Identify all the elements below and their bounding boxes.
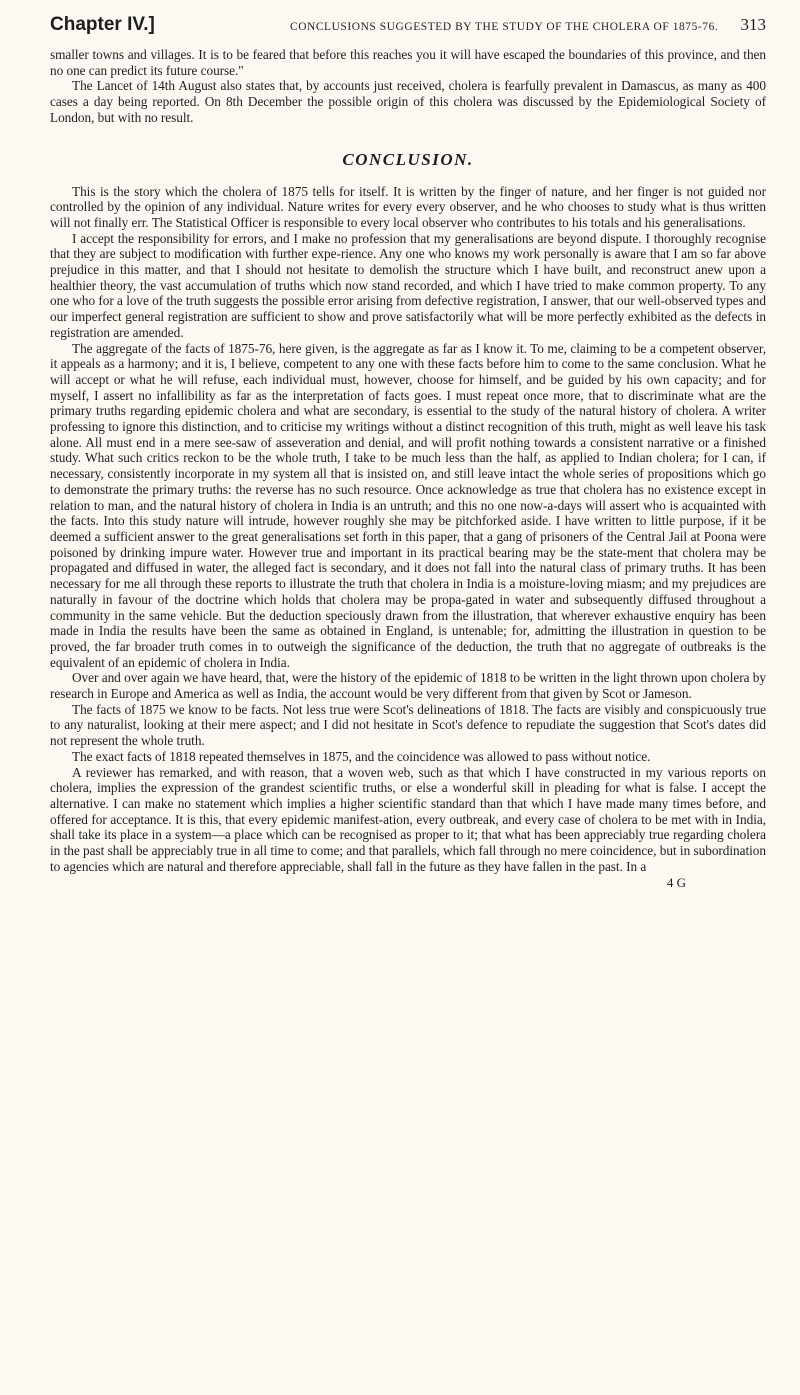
page-body [50, 47, 766, 891]
paragraph: smaller towns and villages. It is to be feared that before this reaches you it will have escaped the boundaries of this province, and then no one can predict its future course." [50, 47, 766, 78]
paragraph: A reviewer has remarked, and with reason, that a woven web, such as that which I have constructed in my various reports on cholera, implies the expression of the grandest scientific truths, or else a wonderful skill in pleading for what is false. I accept the alternative. I can make no statement which implies a higher scientific standard than that which I have made many times before, and offered for acceptance. It is this, that every epidemic manifest-ation, every outbreak, and every case of cholera to be met with in India, shall take its place in a system—a place which can be recognised as proper to it; that what has been appreciably true regarding cholera in the past shall be appreciably true in all time to come; and that parallels, which fall through no mere coincidence, but in subordination to agencies which are natural and therefore appreciable, shall fall in the future as they have fallen in the past. In a [50, 764, 766, 874]
page-header [50, 14, 766, 44]
paragraph: I accept the responsibility for errors, and I make no profession that my generalisations are beyond dispute. I thoroughly recognise that they are subject to modification with further expe-rience. Any one who knows my work personally is aware that I am so far above prejudice in this matter, and that I should not hesitate to demolish the structure which I have built, and reconstruct anew upon a healthier theory, the vast accumulation of truths which now stand recorded, and which I have tried to make common property. To any one who for a love of the truth suggests the possible error arising from defective registration, I answer, that our well-observed types and our imperfect general registration are sufficient to show and prove satisfactorily what will be more perfectly exhibited as the defects in registration are amended. [50, 230, 766, 340]
section-heading: CONCLUSION. [342, 149, 474, 169]
page-number: 313 [740, 15, 766, 34]
paragraph: The facts of 1875 we know to be facts. Not less true were Scot's delineations of 1818. The facts are visibly and conspicuously true to any naturalist, looking at their mere aspect; and I did not hesitate in Scot's defence to repudiate the suggestion that Scot's dates did not represent the whole truth. [50, 701, 766, 749]
running-title: CONCLUSIONS SUGGESTED BY THE STUDY OF THE CHOLERA OF 1875-76. [290, 21, 719, 33]
paragraph: The exact facts of 1818 repeated themselves in 1875, and the coincidence was allowed to pass without notice. [72, 748, 651, 764]
signature-mark: 4 G [666, 875, 686, 891]
chapter-label: Chapter IV.] [50, 14, 155, 35]
paragraph: The Lancet of 14th August also states that, by accounts just received, cholera is fearfully prevalent in Damascus, as many as 400 cases a day being reported. On 8th December the possible origin of this cholera was discussed by the Epidemiological Society of London, but with no result. [50, 78, 766, 125]
paragraph: The aggregate of the facts of 1875-76, here given, is the aggregate as far as I know it. To me, claiming to be a competent observer, it appeals as a harmony; and it is, I believe, competent to any one with these facts before him to come to the same conclusion. What he will accept or what he will refuse, each individual must, however, choose for himself, and be guided by his own capacity; and for myself, I assert no infallibility as far as the interpretation of facts goes. I must repeat once more, that to discriminate what are the primary truths regarding epidemic cholera and what are secondary, is essential to the study of the natural history of cholera. A writer professing to ignore this distinction, and to criticise my writings without a distinct recognition of this truth, might as well leave his task alone. All must end in a mere see-saw of asseveration and denial, and will profit nothing towards a consistent narrative or a finished study. What such critics reckon to be the whole truth, I take to be much less than the half, as applied to Indian cholera; for I can, if necessary, consistently incorporate in my system all that is insisted on, and still leave intact the whole series of propositions which go to demonstrate the primary truths: the reverse has no such resource. Once acknowledge as true that cholera has no existence except in relation to man, and the natural history of cholera in India is an untruth; and this no one now-a-days will assert who is acquainted with the facts. Into this study nature will intrude, however roughly she may be pitchforked aside. I have written to little purpose, if it be deemed a sufficient answer to the great generalisations set forth in this paper, that a gang of prisoners of the Central Jail at Poona were poisoned by drinking impure water. However true and important in its practical bearing may be the state-ment that cholera may be propagated and diffused in water, the alleged fact is secondary, and it does not fall into the natural class of primary truths. It has been necessary for me all through these reports to illustrate the truth that cholera in India is a moisture-loving miasm; and my prejudices are naturally in favour of the doctrine which holds that cholera may be propa-gated in water and subsequently diffused throughout a community in the same vehicle. But the deduction speciously drawn from the illustration, that wherever exhaustive enquiry has been made in India the results have been the same as obtained in England, is untenable; for, admitting the illustration in question to be proved, the far broader truth comes in to outweigh the significance of the deduction, the truth that no aggregate of outbreaks is the equivalent of an epidemic of cholera in India. [50, 340, 766, 670]
paragraph: Over and over again we have heard, that, were the history of the epidemic of 1818 to be written in the light thrown upon cholera by research in Europe and America as well as India, the account would be very different from that given by Scot or Jameson. [50, 670, 766, 702]
paragraph: This is the story which the cholera of 1875 tells for itself. It is written by the finger of nature, and her finger is not guided nor controlled by the opinion of any individual. Nature writes for every every observer, and he who chooses to study what is thus written will not finally err. The Statistical Officer is responsible to every local observer who contributes to his totals and his generalisations. [50, 183, 766, 230]
